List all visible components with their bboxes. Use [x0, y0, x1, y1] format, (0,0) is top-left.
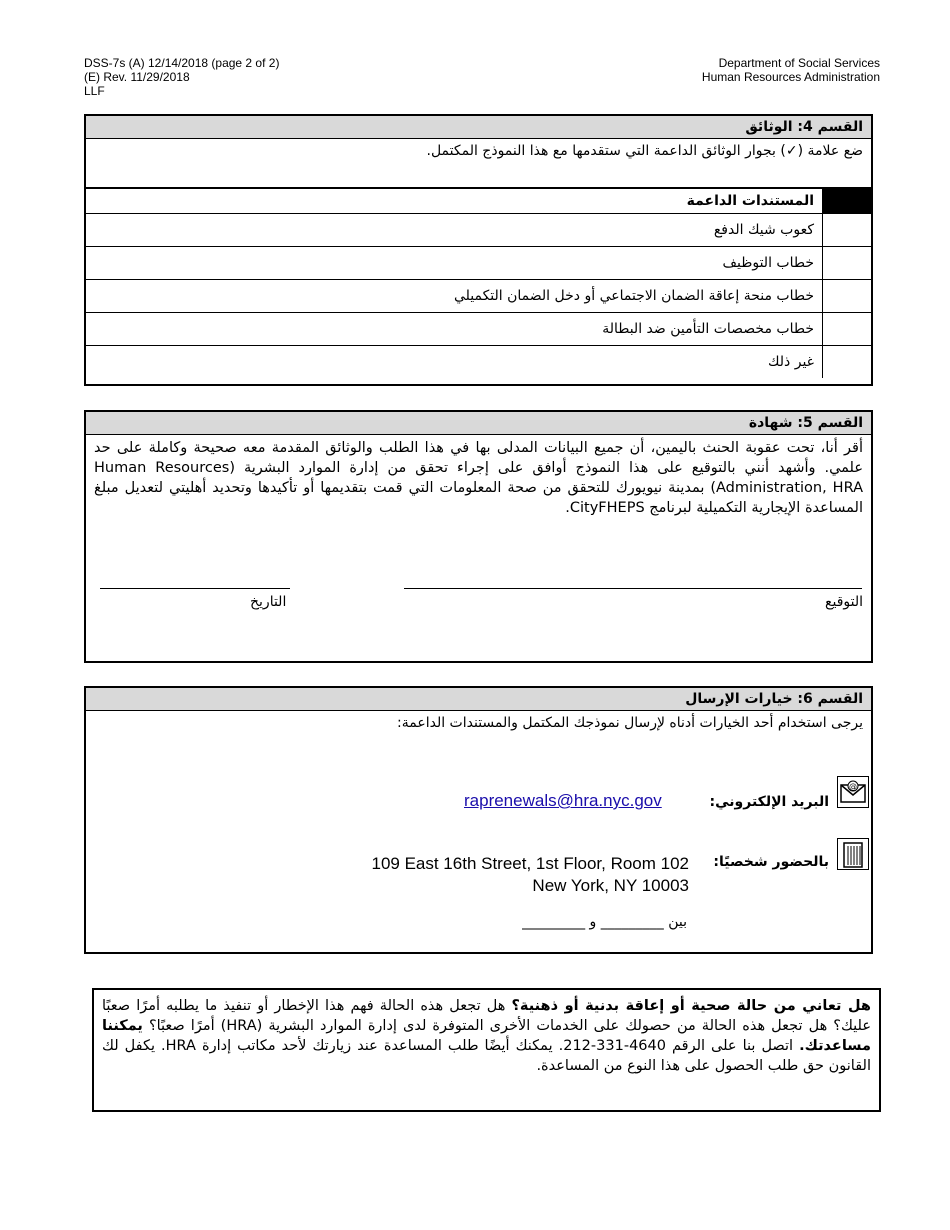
notice-question: هل تعاني من حالة صحية أو إعاقة بدنية أو ذهنية؟ [511, 998, 871, 1014]
section-6-title: القسم 6: خيارات الإرسال [86, 688, 871, 711]
accessibility-notice [92, 988, 881, 1112]
section-documents [84, 114, 873, 386]
document-label: كعوب شيك الدفع [86, 214, 823, 247]
building-icon [837, 838, 869, 870]
date-line[interactable] [100, 588, 290, 589]
section-submission-options [84, 686, 873, 954]
document-checkbox[interactable] [823, 313, 872, 346]
document-checkbox[interactable] [823, 346, 872, 379]
table-row [86, 313, 871, 346]
table-header-row [86, 189, 871, 214]
document-label: خطاب مخصصات التأمين ضد البطالة [86, 313, 823, 346]
document-checkbox[interactable] [823, 280, 872, 313]
email-label: البريد الإلكتروني: [709, 794, 829, 810]
table-row [86, 280, 871, 313]
date-label: التاريخ [250, 594, 287, 610]
table-row [86, 346, 871, 379]
table-header-label: المستندات الداعمة [686, 193, 814, 209]
table-header-check-column [823, 189, 872, 214]
form-revision-line: (E) Rev. 11/29/2018 [84, 70, 190, 84]
office-hours: بين _________ و _________ [522, 914, 687, 930]
document-label: غير ذلك [86, 346, 823, 379]
table-row [86, 247, 871, 280]
document-checkbox[interactable] [823, 214, 872, 247]
document-label: خطاب التوظيف [86, 247, 823, 280]
agency-subname: Human Resources Administration [701, 70, 880, 84]
notice-help: يمكننا مساعدتك. [102, 1018, 872, 1054]
section-4-title: القسم 4: الوثائق [86, 116, 871, 139]
form-id-block [84, 56, 279, 98]
section-6-instruction: يرجى استخدام أحد الخيارات أدناه لإرسال نموذجك المكتمل والمستندات الداعمة: [397, 715, 863, 731]
address-line-1: 109 East 16th Street, 1st Floor, Room 102 [371, 854, 689, 873]
form-code-line: LLF [84, 84, 105, 98]
notice-text-2: اتصل بنا على الرقم 4640-331-212. يمكنك أيضًا طلب المساعدة عند زيارتك لأحد مكاتب إدارة HRA. يكفل لك القانون حق طلب الحصول على هذا النوع من المساعدة. [102, 1038, 871, 1074]
notice-text-1: هل تجعل هذه الحالة فهم هذا الإخطار أو تنفيذ ما يطلبه أمرًا صعبًا عليك؟ هل تجعل هذه الحالة من حصولك على الخدمات الأخرى المتوفرة لدى إدارة الموارد البشرية (HRA) أمرًا صعبًا؟ [102, 998, 872, 1034]
section-4-instruction: ضع علامة (✓) بجوار الوثائق الداعمة التي ستقدمها مع هذا النموذج المكتمل. [86, 139, 871, 189]
agency-name: Department of Social Services [718, 56, 880, 70]
email-envelope-icon [837, 776, 869, 808]
form-id-line: DSS-7s (A) 12/14/2018 (page 2 of 2) [84, 56, 280, 70]
email-link[interactable]: raprenewals@hra.nyc.gov [464, 791, 662, 810]
document-checkbox[interactable] [823, 247, 872, 280]
signature-label: التوقيع [825, 594, 863, 610]
certification-text: أقر أنا، تحت عقوبة الحنث باليمين، أن جميع البيانات المدلى بها في هذا الطلب والوثائق المقدمة معه صحيحة وكاملة على حد علمي. وأشهد أنني بالتوقيع على هذا النموذج أوافق على إجراء تحقق من إدارة الموارد البشرية (Human Resources Administration, HRA) بمدينة نيويورك للتحقق من صحة المعلومات التي قمت بتقديمها أو تأكيدها وتحديد أهليتي لتعديل مبلغ المساعدة الإيجارية التكميلية لبرنامج CityFHEPS. [94, 440, 864, 516]
in-person-label: بالحضور شخصيًا: [713, 854, 829, 870]
table-row [86, 214, 871, 247]
office-address [371, 853, 689, 897]
address-line-2: New York, NY 10003 [532, 876, 689, 895]
agency-block [702, 56, 880, 84]
document-label: خطاب منحة إعاقة الضمان الاجتماعي أو دخل الضمان التكميلي [86, 280, 823, 313]
section-certification [84, 410, 873, 663]
supporting-documents-table [86, 189, 871, 378]
section-5-title: القسم 5: شهادة [86, 412, 871, 435]
signature-line[interactable] [404, 588, 862, 589]
svg-text:@: @ [849, 782, 857, 791]
